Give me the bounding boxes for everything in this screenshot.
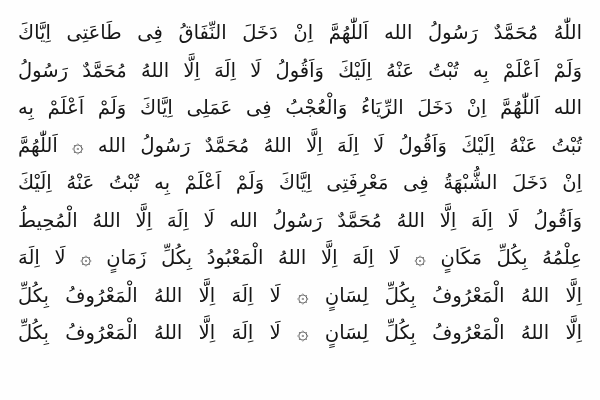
text-line-1: اللّٰهُ مُحَمَّدٌ رَسُولُ الله اَللّٰهُمَّ اِنْ دَخَلَ النِّفَاقُ فِى طَاعَتِى اِيَّاكَ xyxy=(18,21,582,44)
text-line-7: عِلْمُهُ بِكُلِّ مَكَانٍ ۞ لَا اِلَهَ اِلَّا اللهُ الْمَعْبُودُ بِكُلِّ زَمَانٍ ۞ لَا اِلَهَ xyxy=(18,246,582,269)
text-line-4: تُبْتُ عَنْهُ اِلَيْكَ وَاَقُولُ لَا اِلَهَ اِلَّا اللهُ مُحَمَّدٌ رَسُولُ الله ۞ اَللّٰهُمَّ xyxy=(18,133,582,157)
text-line-3: الله اَللّٰهُمَّ اِنْ دَخَلَ الرِّيَاءُ وَالْعُجْبُ فِى عَمَلِى اِيَّاكَ وَلَمْ اَعْلَمْ بِه xyxy=(18,96,582,119)
arabic-text-block xyxy=(18,14,582,344)
text-line-2: وَلَمْ اَعْلَمْ بِه تُبْتُ عَنْهُ اِلَيْكَ وَاَقُولُ لَا اِلَهَ اِلَّا اللهُ مُحَمَّدٌ رَسُولُ xyxy=(18,58,582,82)
text-line-6: وَاَقُولُ لَا اِلَهَ اِلَّا اللهُ مُحَمَّدٌ رَسُولُ الله لَا اِلَهَ اِلَّا اللهُ الْمُحِيطُ xyxy=(18,208,582,232)
text-line-9-clipped: اِلَّا اللهُ الْمَعْرُوفُ بِكُلِّ لِسَانٍ ۞ لَا اِلَهَ اِلَّا اللهُ الْمَعْرُوفُ بِكُلِّ xyxy=(18,321,582,344)
text-line-5: اِنْ دَخَلَ الشُّبْهَةُ فِى مَعْرِفَتِى اِيَّاكَ وَلَمْ اَعْلَمْ بِه تُبْتُ عَنْهُ اِلَيْكَ xyxy=(18,171,582,194)
text-line-8: اِلَّا اللهُ الْمَعْرُوفُ بِكُلِّ لِسَانٍ ۞ لَا اِلَهَ اِلَّا اللهُ الْمَعْرُوفُ بِكُلِّ xyxy=(18,283,582,307)
